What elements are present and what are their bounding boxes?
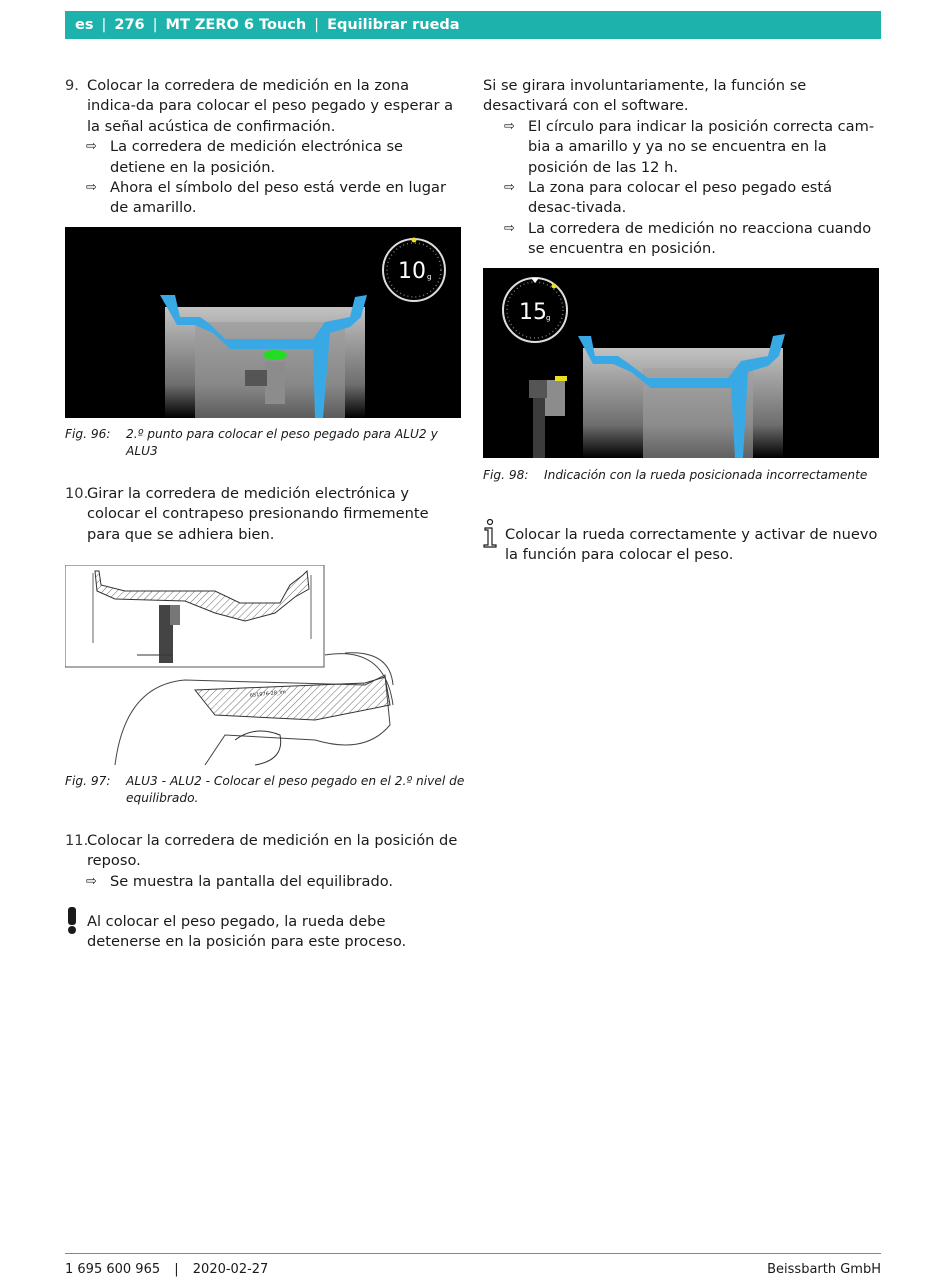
footer-left bbox=[65, 1262, 268, 1277]
figure-98-screen bbox=[483, 268, 879, 458]
caption-text: 2.º punto para colocar el peso pegado para ALU2 y ALU3 bbox=[126, 427, 438, 458]
step-number: 10. bbox=[65, 485, 89, 502]
info-icon bbox=[481, 519, 499, 553]
caption-label: Fig. 96: bbox=[65, 427, 111, 441]
footer-doc-number: 1 695 600 965 bbox=[65, 1262, 161, 1277]
step-text: Colocar la corredera de medición en la zona indica-da para colocar el peso pegado y esperar a la señal acústica de confirmación. bbox=[87, 77, 454, 135]
dial-value: 10 bbox=[398, 259, 426, 284]
arrow-right-icon: ⇨ bbox=[504, 220, 515, 236]
intro-text: Si se girara involuntariamente, la función se desactivará con el software. bbox=[483, 77, 807, 115]
figure-96-caption bbox=[65, 426, 465, 458]
wheel-illustration bbox=[65, 227, 461, 418]
header-separator: | bbox=[314, 17, 320, 33]
header-separator: | bbox=[101, 17, 107, 33]
step-9 bbox=[65, 76, 461, 219]
figure-97-drawing bbox=[65, 565, 395, 770]
step-10 bbox=[65, 484, 461, 545]
dial-unit: g bbox=[427, 273, 432, 281]
result-item bbox=[483, 178, 881, 219]
exclamation-icon bbox=[65, 907, 79, 939]
caption-label: Fig. 98: bbox=[483, 468, 529, 482]
footer-divider bbox=[65, 1253, 881, 1254]
arrow-right-icon: ⇨ bbox=[504, 118, 515, 134]
footer-separator: | bbox=[174, 1262, 179, 1277]
header-lang: es bbox=[75, 17, 94, 33]
wheel-illustration bbox=[483, 268, 879, 458]
dial-value: 15 bbox=[519, 300, 547, 325]
figure-96-screen bbox=[65, 227, 461, 418]
arrow-right-icon: ⇨ bbox=[86, 873, 97, 889]
header-page-number: 276 bbox=[114, 17, 145, 33]
arrow-right-icon: ⇨ bbox=[504, 180, 515, 196]
footer-date: 2020-02-27 bbox=[192, 1262, 269, 1277]
result-item bbox=[483, 219, 881, 260]
step-number: 9. bbox=[65, 77, 79, 94]
caption-text: equilibrado. bbox=[126, 791, 199, 805]
result-item bbox=[65, 178, 461, 219]
figure-98-caption bbox=[483, 467, 883, 485]
step-text: Girar la corredera de medición electrónica y colocar el contrapeso presionando firmemente para que se adhiera bien. bbox=[87, 485, 429, 543]
result-text: Ahora el símbolo del peso está verde en lugar de amarillo. bbox=[110, 179, 446, 217]
step-number: 11. bbox=[65, 832, 89, 849]
result-item bbox=[65, 137, 461, 178]
caption-label: Fig. 97: bbox=[65, 774, 111, 788]
result-text: La corredera de medición no reacciona cuando se encuentra en posición. bbox=[528, 219, 872, 258]
caption-text: Indicación con la rueda posicionada incorrectamente bbox=[544, 468, 868, 482]
drawing-code: 651976-28_Im bbox=[249, 689, 287, 699]
header-section: Equilibrar rueda bbox=[327, 17, 460, 33]
right-intro-block bbox=[483, 76, 881, 260]
header-product: MT ZERO 6 Touch bbox=[165, 17, 307, 33]
info-note: Colocar la rueda correctamente y activar de nuevo la función para colocar el peso. bbox=[505, 526, 878, 564]
footer-company: Beissbarth GmbH bbox=[767, 1262, 881, 1277]
caption-text: ALU3 - ALU2 - Colocar el peso pegado en el 2.º nivel de bbox=[126, 774, 465, 788]
figure-97-caption bbox=[65, 773, 465, 807]
result-text: La zona para colocar el peso pegado está desac-tivada. bbox=[528, 179, 833, 217]
step-11 bbox=[65, 831, 461, 892]
result-item bbox=[65, 872, 461, 892]
arrow-right-icon: ⇨ bbox=[86, 139, 97, 155]
arrow-right-icon: ⇨ bbox=[86, 180, 97, 196]
step-text: Colocar la corredera de medición en la posición de reposo. bbox=[87, 832, 458, 870]
dial-unit: g bbox=[546, 314, 551, 322]
result-item bbox=[483, 117, 881, 178]
header-separator: | bbox=[152, 17, 158, 33]
result-text: El círculo para indicar la posición correcta cam-bia a amarillo y ya no se encuentra en la posición de las 12 h. bbox=[528, 117, 875, 176]
page-header bbox=[65, 11, 881, 39]
warning-note: Al colocar el peso pegado, la rueda debe detenerse en la posición para este proceso. bbox=[87, 913, 407, 951]
result-text: La corredera de medición electrónica se detiene en la posición. bbox=[110, 138, 404, 176]
result-text: Se muestra la pantalla del equilibrado. bbox=[110, 872, 394, 890]
